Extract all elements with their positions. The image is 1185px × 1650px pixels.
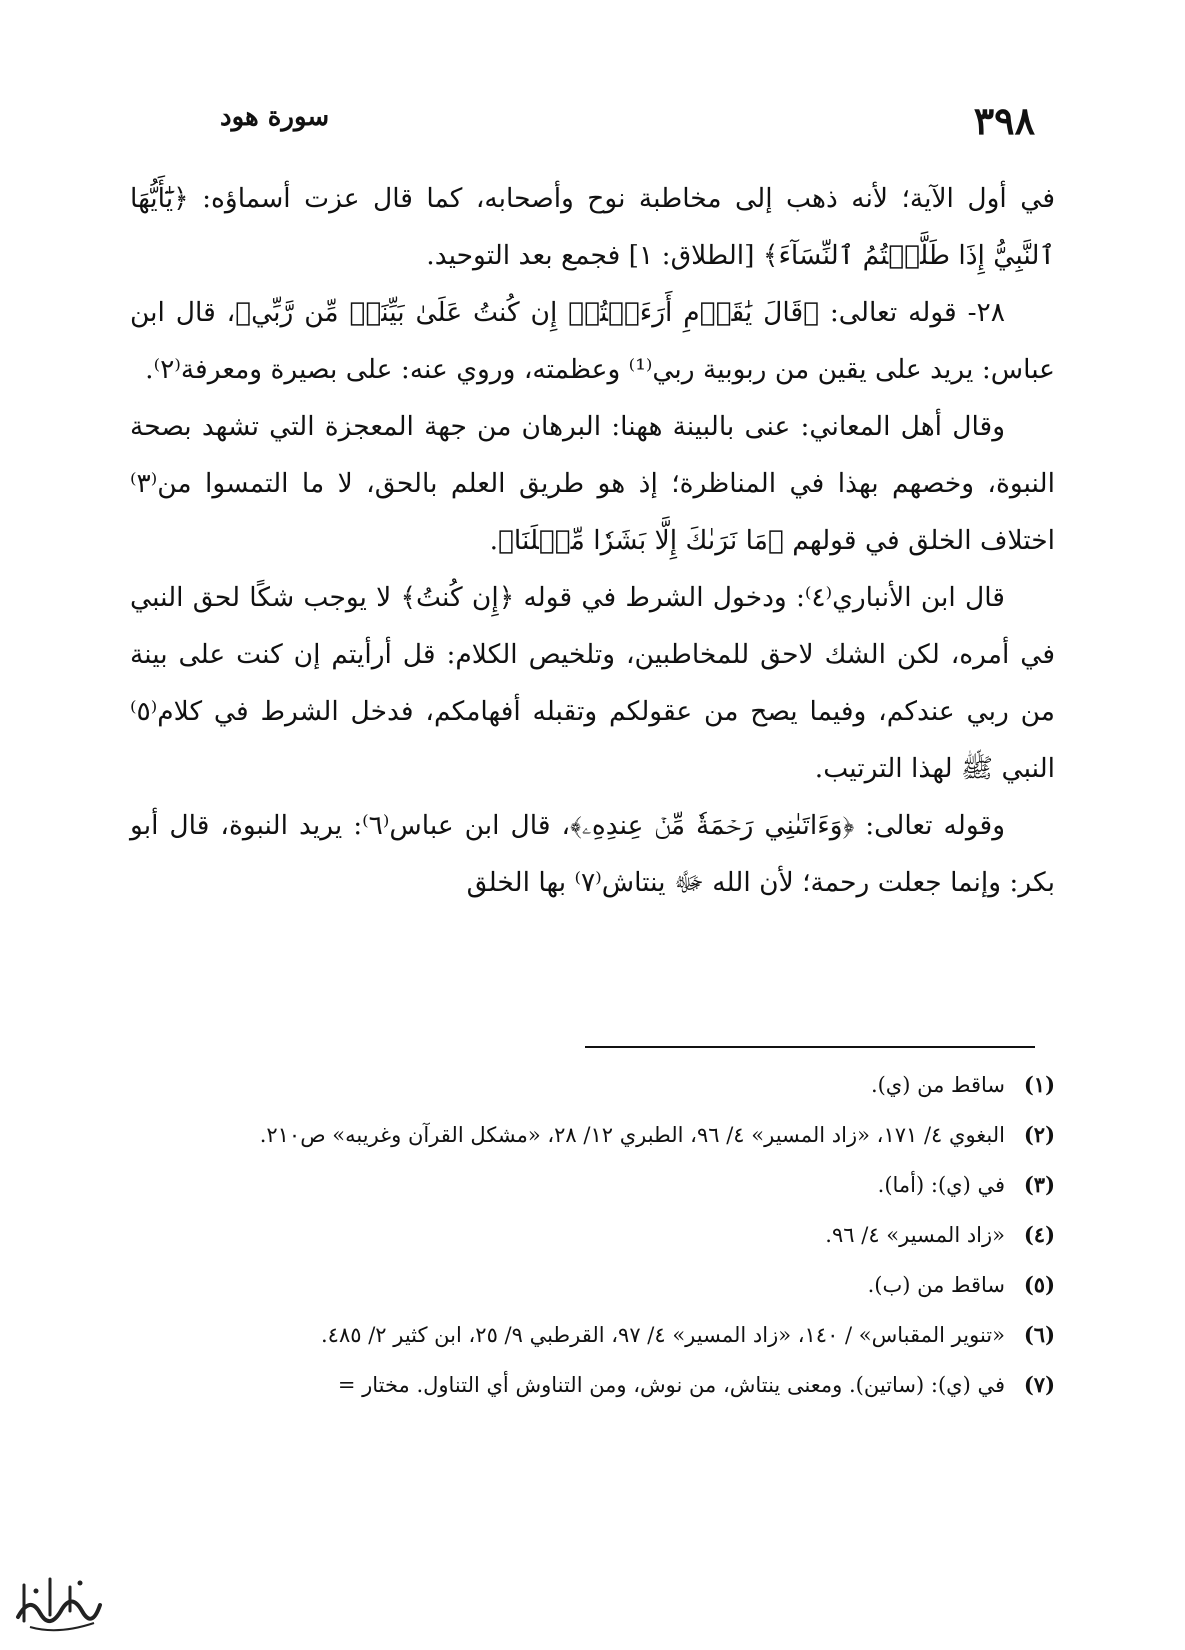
footnote-divider <box>585 1046 1035 1048</box>
footnote-number: (٥) <box>1023 1272 1055 1297</box>
paragraph: في أول الآية؛ لأنه ذهب إلى مخاطبة نوح وأصحابه، كما قال عزت أسماؤه: ﴿يَٰٓأَيُّهَا ٱلنَّبِيُّ إِذَا طَلَّقۡتُمُ ٱلنِّسَآءَ﴾ [الطلاق: ١] فجمع بعد التوحيد. <box>130 183 1055 271</box>
footnote-number: (٧) <box>1023 1372 1055 1397</box>
footnote-text: البغوي ٤/ ١٧١، «زاد المسير» ٤/ ٩٦، الطبري ١٢/ ٢٨، «مشكل القرآن وغريبه» ص٢١٠. <box>259 1123 1005 1147</box>
footnote <box>130 1110 1055 1160</box>
paragraph: وقوله تعالى: ﴿وَءَاتَىٰنِي رَحۡمَةٗ مِّنۡ عِندِهِۦ﴾، قال ابن عباس⁽٦⁾: يريد النبوة، قال أبو بكر: وإنما جعلت رحمة؛ لأن الله ﷻ ينتاش⁽٧⁾ بها الخلق <box>130 810 1055 898</box>
footnote-number: (٣) <box>1023 1172 1055 1197</box>
paragraph: وقال أهل المعاني: عنى بالبينة ههنا: البرهان من جهة المعجزة التي تشهد بصحة النبوة، وخصهم بهذا في المناظرة؛ إذ هو طريق العلم بالحق، لا ما التمسوا من⁽٣⁾ اختلاف الخلق في قولهم ﴿مَا نَرَىٰكَ إِلَّا بَشَرٗا مِّثۡلَنَا﴾. <box>130 411 1055 556</box>
paragraph: ٢٨- قوله تعالى: ﴿قَالَ يَٰقَوۡمِ أَرَءَيۡتُمۡ إِن كُنتُ عَلَىٰ بَيِّنَةٖ مِّن رَّبِّي﴾، قال ابن عباس: يريد على يقين من ربوبية ربي⁽¹⁾ وعظمته، وروي عنه: على بصيرة ومعرفة⁽٢⁾. <box>130 297 1055 385</box>
footnotes <box>130 1060 1055 1410</box>
footnote-text: ساقط من (ب). <box>867 1273 1005 1297</box>
page-header <box>150 98 1035 146</box>
footnote-number: (٢) <box>1023 1122 1055 1147</box>
footnote <box>130 1060 1055 1110</box>
watermark-logo <box>10 1565 105 1640</box>
footnote-text: «زاد المسير» ٤/ ٩٦. <box>825 1223 1005 1247</box>
footnote <box>130 1310 1055 1360</box>
footnote-text: في (ي): (أما). <box>877 1173 1005 1197</box>
surah-title: سورة هود <box>220 102 330 132</box>
footnote-number: (٦) <box>1023 1322 1055 1347</box>
footnote <box>130 1260 1055 1310</box>
footnote <box>130 1360 1055 1410</box>
footnote-number: (٤) <box>1023 1222 1055 1247</box>
page-number: ٣٩٨ <box>973 98 1035 143</box>
main-text <box>130 170 1055 911</box>
footnote <box>130 1210 1055 1260</box>
footnote-text: ساقط من (ي). <box>870 1073 1005 1097</box>
footnote <box>130 1160 1055 1210</box>
footnote-text: في (ي): (ساتين). ومعنى ينتاش، من نوش، ومن التناوش أي التناول. مختار = <box>337 1373 1005 1397</box>
footnote-number: (١) <box>1023 1072 1055 1097</box>
paragraph: قال ابن الأنباري⁽٤⁾: ودخول الشرط في قوله ﴿إِن كُنتُ﴾ لا يوجب شكًا لحق النبي في أمره، لكن الشك لاحق للمخاطبين، وتلخيص الكلام: قل أرأيتم إن كنت على بينة من ربي عندكم، وفيما يصح من عقولكم وتقبله أفهامكم، فدخل الشرط في كلام⁽٥⁾ النبي ﷺ لهذا الترتيب. <box>130 582 1055 784</box>
footnote-text: «تنوير المقباس» / ١٤٠، «زاد المسير» ٤/ ٩٧، القرطبي ٩/ ٢٥، ابن كثير ٢/ ٤٨٥. <box>320 1323 1005 1347</box>
